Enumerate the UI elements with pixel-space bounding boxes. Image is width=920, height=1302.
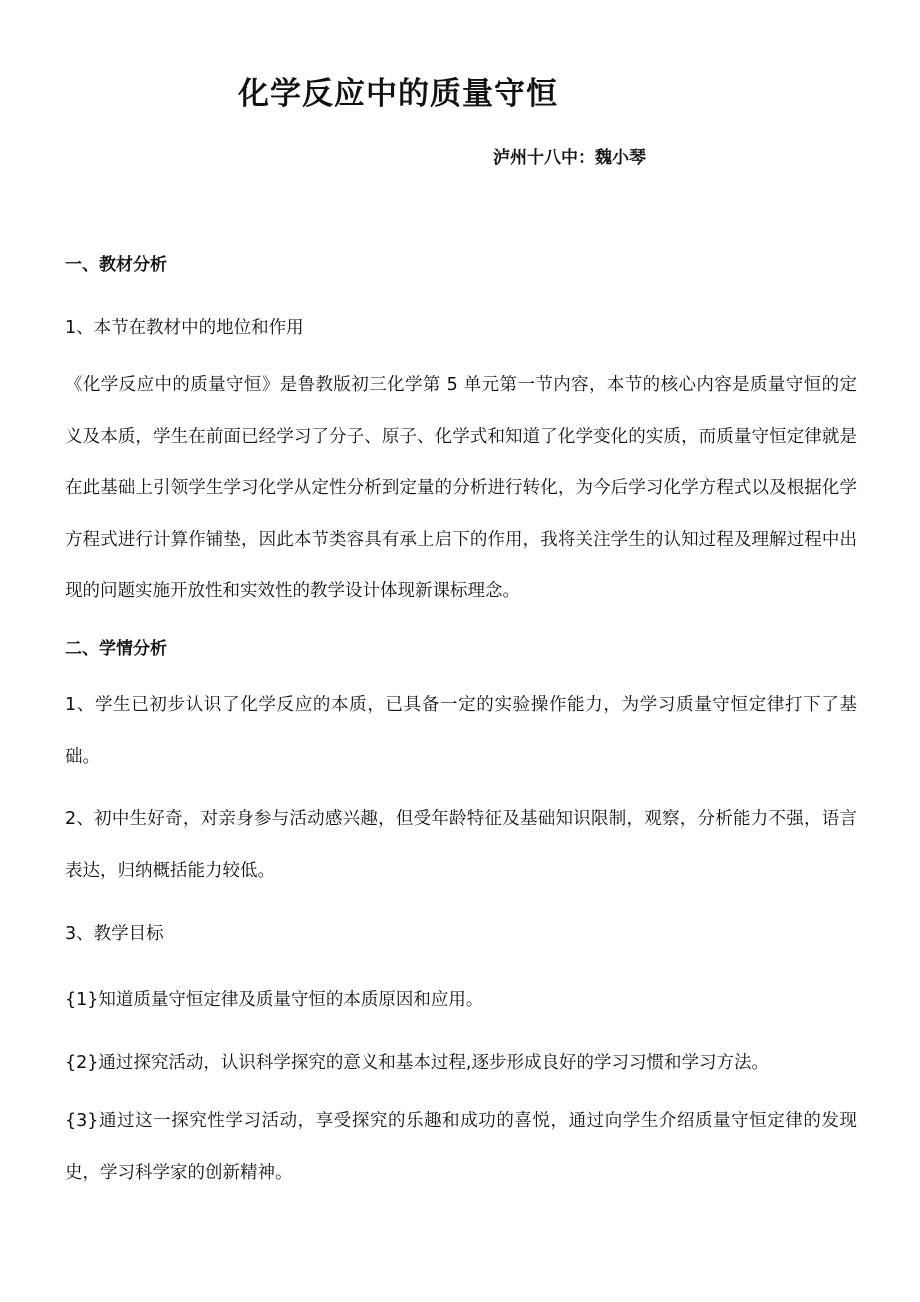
teaching-goals-title: 3、教学目标: [65, 924, 164, 944]
author-line: 泸州十八中：魏小琴: [493, 148, 646, 168]
teaching-goal-1: {1}知道质量守恒定律及质量守恒的本质原因和应用。: [65, 990, 484, 1010]
section-heading-students: 二、学情分析: [65, 639, 167, 659]
document-title: 化学反应中的质量守恒: [238, 76, 558, 112]
teaching-goal-2: {2}通过探究活动，认识科学探究的意义和基本过程,逐步形成良好的学习习惯和学习方法。: [65, 1053, 769, 1073]
student-analysis-item-2: 2、初中生好奇，对亲身参与活动感兴趣，但受年龄特征及基础知识限制，观察，分析能力不强，语言表达，归纳概括能力较低。: [65, 809, 857, 881]
section-heading-materials: 一、教材分析: [65, 255, 167, 275]
paragraph-materials-analysis: 《化学反应中的质量守恒》是鲁教版初三化学第 5 单元第一节内容，本节的核心内容是质量守恒的定义及本质，学生在前面已经学习了分子、原子、化学式和知道了化学变化的实质，而质量守恒定律就是在此基础上引领学生学习化学从定性分析到定量的分析进行转化，为今后学习化学方程式以及根据化学方程式进行计算作铺垫，因此本节类容具有承上启下的作用，我将关注学生的认知过程及理解过程中出现的问题实施开放性和实效性的教学设计体现新课标理念。: [65, 375, 857, 601]
student-analysis-item-1: 1、学生已初步认识了化学反应的本质，已具备一定的实验操作能力，为学习质量守恒定律打下了基础。: [65, 695, 857, 767]
subsection-title-position-role: 1、本节在教材中的地位和作用: [65, 318, 304, 338]
teaching-goal-3: {3}通过这一探究性学习活动，享受探究的乐趣和成功的喜悦，通过向学生介绍质量守恒定律的发现史，学习科学家的创新精神。: [65, 1111, 857, 1183]
